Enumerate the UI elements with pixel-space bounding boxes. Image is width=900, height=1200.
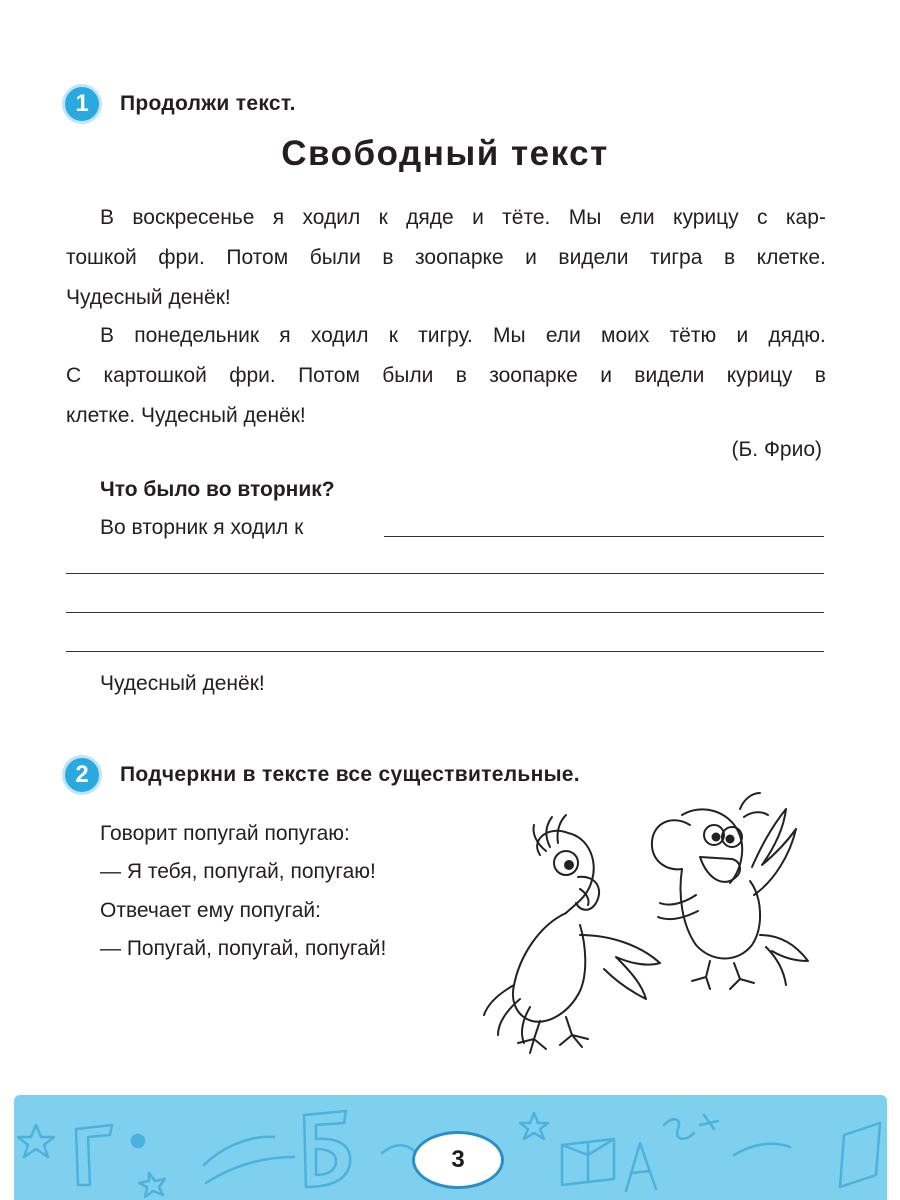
answer-writing-line-1[interactable] (384, 536, 824, 537)
poem-line-4: — Попугай, попугай, попугай! (100, 937, 387, 960)
answer-writing-line-2[interactable] (66, 573, 824, 574)
word: тигру. (418, 324, 473, 347)
word: В (100, 324, 115, 347)
answer-writing-line-4[interactable] (66, 651, 824, 652)
poem-line-1: Говорит попугай попугаю: (100, 822, 350, 845)
left-parrot-icon (484, 815, 660, 1053)
word: В (100, 206, 115, 229)
word: курицу (673, 206, 739, 229)
word: воскресенье (132, 206, 255, 229)
word: были (382, 364, 434, 387)
word: зоопарке (415, 246, 504, 269)
task-1-header (62, 84, 296, 124)
parrots-illustration (470, 785, 830, 1070)
formula-icon (664, 1115, 718, 1139)
dot-icon (132, 1135, 144, 1147)
word: в (814, 364, 826, 387)
word: в (382, 246, 394, 269)
word: видели (558, 246, 629, 269)
paragraph-1-line-2 (66, 246, 826, 270)
word: курицу (726, 364, 793, 387)
paragraph-2-line-3: клетке. Чудесный денёк! (66, 404, 306, 427)
word: видели (634, 364, 705, 387)
word: Мы (568, 206, 602, 229)
page-number: 3 (412, 1131, 504, 1189)
word: к (388, 324, 398, 347)
paragraph-1-line-3: Чудесный денёк! (66, 286, 231, 309)
word: и (736, 324, 749, 347)
word: фри. (158, 246, 205, 269)
word: в (723, 246, 736, 269)
letter-g-icon (76, 1125, 112, 1185)
word: дяде (406, 206, 454, 229)
text-title: Свободный текст (281, 134, 609, 173)
swoosh-icon-2 (734, 1144, 790, 1155)
word: с (757, 206, 768, 229)
word: С (66, 364, 82, 387)
poem-line-2: — Я тебя, попугай, попугаю! (100, 860, 376, 883)
task-1-instruction: Продолжи текст. (120, 92, 296, 115)
word: и (525, 246, 537, 269)
task-1-number-badge: 1 (62, 84, 102, 124)
word: тигра (650, 246, 703, 269)
word: тётю (669, 324, 717, 347)
star-small-icon (139, 1173, 165, 1197)
word: и (472, 206, 484, 229)
word: были (309, 246, 361, 269)
task-2-instruction: Подчеркни в тексте все существительные. (120, 763, 580, 786)
pencil-icon (840, 1123, 880, 1187)
answer-prompt: Во вторник я ходил к (100, 516, 304, 539)
letter-b-icon (304, 1111, 350, 1187)
word: тошкой (66, 246, 137, 269)
word: ходил (310, 324, 369, 347)
word: и (600, 364, 612, 387)
word: я (272, 206, 285, 229)
swoosh-icon (204, 1137, 294, 1183)
star-icon (18, 1125, 54, 1157)
word: ели (545, 324, 581, 347)
word: к (378, 206, 388, 229)
word: клетке. (756, 246, 826, 269)
word: Потом (226, 246, 289, 269)
word: дядю. (768, 324, 826, 347)
poem-line-3: Отвечает ему попугай: (100, 899, 321, 922)
word: понедельник (134, 324, 260, 347)
word: Потом (298, 364, 360, 387)
word: ходил (302, 206, 361, 229)
arc-icon (382, 1145, 414, 1153)
footer-band (14, 1095, 887, 1200)
word: в (455, 364, 467, 387)
word: моих (601, 324, 650, 347)
answer-writing-line-3[interactable] (66, 612, 824, 613)
word: я (279, 324, 291, 347)
right-parrot-icon (652, 793, 808, 989)
letter-a-icon (626, 1143, 656, 1191)
word: Мы (493, 324, 526, 347)
word: картошкой (103, 364, 207, 387)
word: зоопарке (489, 364, 578, 387)
word: тёте. (502, 206, 551, 229)
paragraph-2-line-1 (100, 324, 826, 348)
star-icon-2 (520, 1113, 548, 1139)
paragraph-2-line-2 (66, 364, 826, 388)
answer-ending: Чудесный денёк! (100, 672, 265, 695)
question-heading: Что было во вторник? (100, 478, 335, 501)
author-attribution: (Б. Фрио) (731, 438, 822, 461)
task-2-number-badge: 2 (62, 755, 102, 795)
word: кар- (785, 206, 826, 229)
word: фри. (229, 364, 276, 387)
paragraph-1-line-1 (100, 206, 826, 230)
book-icon (562, 1139, 614, 1185)
word: ели (619, 206, 655, 229)
